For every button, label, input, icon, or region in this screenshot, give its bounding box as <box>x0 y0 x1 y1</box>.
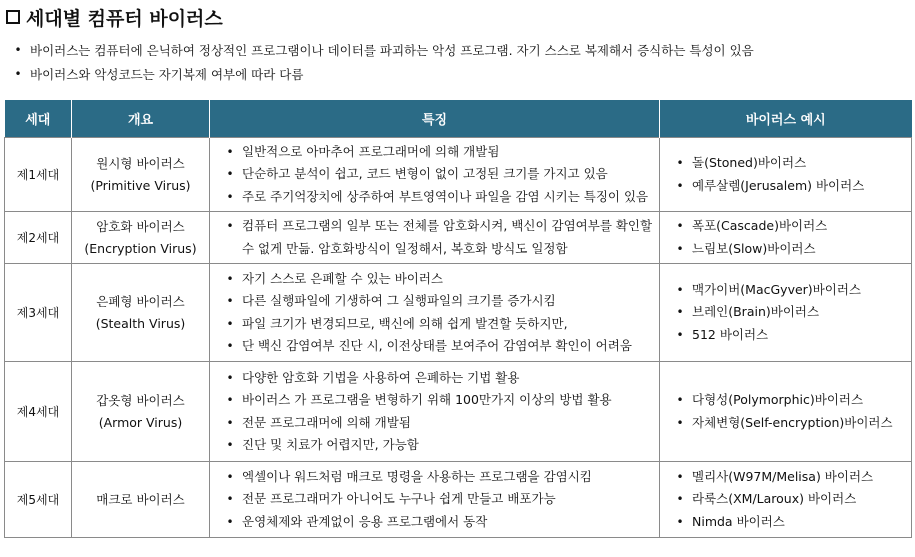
table-header-row <box>5 100 912 138</box>
header-generation: 세대 <box>5 100 72 138</box>
bullet-icon: • <box>676 219 684 233</box>
overview-line: 암호화 바이러스 <box>96 218 185 234</box>
bullet-icon: • <box>226 492 234 507</box>
example-item <box>668 279 907 302</box>
example-item <box>668 324 907 347</box>
bullet-icon: • <box>226 370 234 385</box>
example-text: 멜리사(W97M/Melisa) 바이러스 <box>692 468 874 484</box>
bullet-icon: • <box>676 327 684 342</box>
feature-text: 컴퓨터 프로그램의 일부 또는 전체를 암호화시켜, 백신이 감염여부를 확인할 수 없게 만듦. 암호화방식이 일정해서, 복호화 방식도 일정함 <box>242 218 653 256</box>
bullet-icon: • <box>226 219 234 233</box>
bullet-icon: • <box>226 189 234 204</box>
feature-item <box>218 389 655 412</box>
bullet-icon: • <box>226 144 234 159</box>
bullet-icon: • <box>226 415 234 430</box>
intro-item <box>6 62 754 86</box>
bullet-icon: • <box>676 156 684 170</box>
feature-cell <box>210 264 660 362</box>
header-overview: 개요 <box>72 100 210 138</box>
feature-text: 전문 프로그래머가 아니어도 누구나 쉽게 만들고 배포가능 <box>242 491 556 507</box>
overview-cell <box>72 212 210 264</box>
bullet-icon: • <box>226 167 234 182</box>
feature-item <box>218 466 655 489</box>
feature-item <box>218 163 655 186</box>
feature-item <box>218 186 655 209</box>
bullet-icon: • <box>226 438 234 452</box>
bullet-icon: • <box>676 514 684 529</box>
feature-item <box>218 141 655 164</box>
bullet-icon: • <box>676 393 684 407</box>
overview-line: 갑옷형 바이러스 <box>96 392 185 408</box>
example-text: 브레인(Brain)바이러스 <box>692 304 820 320</box>
generation-cell: 제4세대 <box>5 362 72 462</box>
bullet-icon: • <box>226 514 234 529</box>
bullet-icon: • <box>226 469 234 484</box>
example-item <box>668 389 907 412</box>
bullet-icon: • <box>676 305 684 320</box>
feature-text: 운영체제와 관계없이 응용 프로그램에서 동작 <box>242 513 488 529</box>
table-row <box>5 138 912 212</box>
example-cell <box>660 212 912 264</box>
bullet-icon: • <box>676 415 684 430</box>
generation-cell: 제2세대 <box>5 212 72 264</box>
overview-line: (Primitive Virus) <box>90 177 191 193</box>
feature-text: 일반적으로 아마추어 프로그래머에 의해 개발됨 <box>242 143 500 159</box>
example-cell <box>660 138 912 212</box>
overview-line: (Stealth Virus) <box>95 315 186 331</box>
example-text: 512 바이러스 <box>692 326 769 342</box>
feature-cell <box>210 138 660 212</box>
feature-text: 전문 프로그래머에 의해 개발됨 <box>242 414 411 430</box>
header-examples: 바이러스 예시 <box>660 100 912 138</box>
overview-line: 원시형 바이러스 <box>96 155 185 171</box>
feature-text: 엑셀이나 워드처럼 매크로 명령을 사용하는 프로그램을 감염시킴 <box>242 468 592 484</box>
table-row <box>5 462 912 538</box>
feature-item <box>218 434 655 457</box>
example-cell <box>660 264 912 362</box>
page-title-text: 세대별 컴퓨터 바이러스 <box>26 7 223 30</box>
feature-text: 진단 및 치료가 어렵지만, 가능함 <box>242 437 419 452</box>
feature-item <box>218 488 655 511</box>
generation-cell: 제5세대 <box>5 462 72 538</box>
feature-item <box>218 290 655 313</box>
table-row <box>5 264 912 362</box>
feature-text: 주로 주기억장치에 상주하여 부트영역이나 파일을 감염 시키는 특징이 있음 <box>242 188 649 204</box>
header-features: 특징 <box>210 100 660 138</box>
example-item <box>668 175 907 198</box>
feature-cell <box>210 212 660 264</box>
example-text: 다형성(Polymorphic)바이러스 <box>692 392 864 407</box>
example-item <box>668 488 907 511</box>
bullet-icon: • <box>676 178 684 193</box>
bullet-icon: • <box>226 393 234 407</box>
intro-text: 바이러스와 악성코드는 자기복제 여부에 따라 다름 <box>30 67 304 82</box>
bullet-icon: • <box>226 339 234 353</box>
example-cell <box>660 462 912 538</box>
bullet-icon: • <box>676 241 684 256</box>
feature-item <box>218 268 655 291</box>
bullet-icon: • <box>676 469 684 484</box>
feature-cell <box>210 362 660 462</box>
example-item <box>668 466 907 489</box>
example-text: 예루살렘(Jerusalem) 바이러스 <box>692 177 865 193</box>
example-item <box>668 301 907 324</box>
feature-text: 다양한 암호화 기법을 사용하여 은폐하는 기법 활용 <box>242 369 520 385</box>
overview-cell <box>72 362 210 462</box>
example-item <box>668 215 907 238</box>
overview-line: 매크로 바이러스 <box>96 491 185 507</box>
example-item <box>668 412 907 435</box>
virus-generation-table <box>4 100 912 538</box>
feature-text: 다른 실행파일에 기생하여 그 실행파일의 크기를 증가시킴 <box>242 293 556 308</box>
feature-item <box>218 367 655 390</box>
intro-text: 바이러스는 컴퓨터에 은닉하여 정상적인 프로그램이나 데이터를 파괴하는 악성 프로그램. 자기 스스로 복제해서 증식하는 특성이 있음 <box>30 43 754 58</box>
generation-cell: 제1세대 <box>5 138 72 212</box>
intro-list <box>6 38 754 86</box>
intro-item <box>6 38 754 62</box>
bullet-icon: • <box>14 43 22 57</box>
example-text: 맥가이버(MacGyver)바이러스 <box>692 281 861 297</box>
example-item <box>668 152 907 175</box>
example-text: 폭포(Cascade)바이러스 <box>692 218 828 233</box>
bullet-icon: • <box>226 294 234 308</box>
feature-item <box>218 412 655 435</box>
overview-line: (Encryption Virus) <box>84 240 197 256</box>
feature-item <box>218 215 655 260</box>
feature-text: 단 백신 감염여부 진단 시, 이전상태를 보여주어 감염여부 확인이 어려움 <box>242 338 632 353</box>
overview-cell <box>72 462 210 538</box>
generation-cell: 제3세대 <box>5 264 72 362</box>
feature-item <box>218 335 655 358</box>
overview-line: 은폐형 바이러스 <box>96 293 185 309</box>
bullet-icon: • <box>226 271 234 286</box>
example-cell <box>660 362 912 462</box>
overview-cell <box>72 138 210 212</box>
example-text: 느림보(Slow)바이러스 <box>692 240 816 256</box>
example-item <box>668 238 907 261</box>
bullet-icon: • <box>676 492 684 507</box>
example-text: 라룩스(XM/Laroux) 바이러스 <box>692 491 857 507</box>
checkbox-icon <box>6 10 20 24</box>
bullet-icon: • <box>676 282 684 297</box>
table-row <box>5 212 912 264</box>
example-text: Nimda 바이러스 <box>692 513 785 529</box>
bullet-icon: • <box>14 67 22 81</box>
example-item <box>668 511 907 534</box>
feature-text: 단순하고 분석이 쉽고, 코드 변형이 없이 고정된 크기를 가지고 있음 <box>242 166 608 182</box>
overview-cell <box>72 264 210 362</box>
feature-item <box>218 313 655 336</box>
example-text: 자체변형(Self-encryption)바이러스 <box>692 414 893 430</box>
feature-item <box>218 511 655 534</box>
overview-line: (Armor Virus) <box>98 414 183 430</box>
feature-text: 바이러스 가 프로그램을 변형하기 위해 100만가지 이상의 방법 활용 <box>242 392 612 407</box>
bullet-icon: • <box>226 316 234 331</box>
feature-text: 자기 스스로 은폐할 수 있는 바이러스 <box>242 270 443 286</box>
example-text: 돌(Stoned)바이러스 <box>692 155 807 170</box>
table-row <box>5 362 912 462</box>
feature-cell <box>210 462 660 538</box>
feature-text: 파일 크기가 변경되므로, 백신에 의해 쉽게 발견할 듯하지만, <box>242 315 568 331</box>
page-title <box>6 3 223 31</box>
